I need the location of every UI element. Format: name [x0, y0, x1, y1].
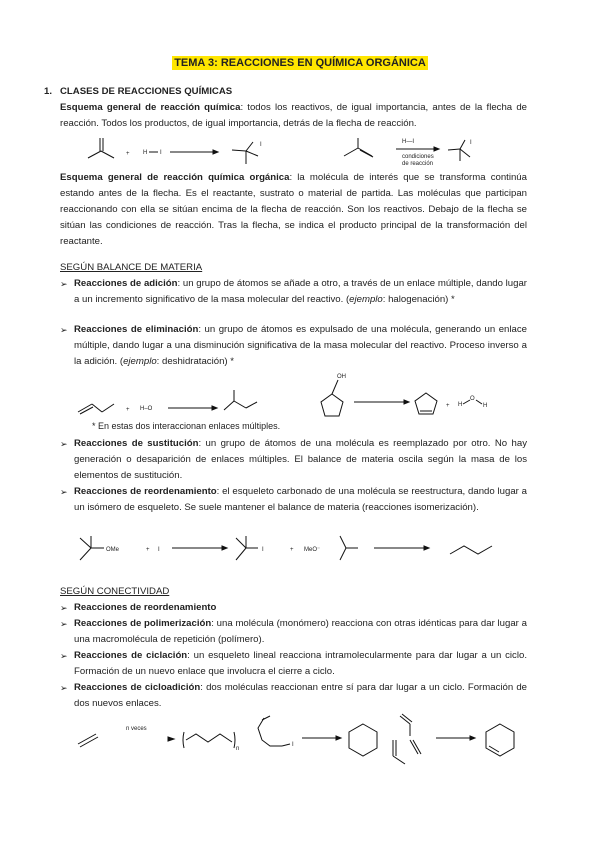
svg-text:n veces: n veces [126, 726, 147, 732]
adicion-item: Reacciones de adición: un grupo de átomos se añade a otro, a través de un enlace múltiple, dando lugar a un incremento significativo de la masa molecular del reactivo. (ejemplo: halogenación) * [74, 278, 528, 305]
alkene-molecule-2 [344, 138, 373, 157]
bullet-icon: ➢ [60, 619, 68, 629]
svg-text:O: O [470, 396, 475, 402]
svg-text:H: H [143, 150, 148, 156]
section-number: 1. [44, 86, 53, 97]
alcohol-molecule [224, 390, 257, 410]
reaction-scheme-connectivity [0, 710, 600, 770]
svg-text:+: + [446, 403, 450, 409]
cyclopentene-molecule [415, 393, 437, 414]
svg-text:+: + [146, 547, 150, 553]
cyclopentanol-molecule [321, 374, 346, 416]
reaction-scheme-substitution [0, 530, 600, 570]
ciclacion-item: Reacciones de ciclación: un esqueleto lineal reacciona intramolecularmente para dar lugar a un ciclo. Formación de un nuevo enlace que involucra el cierre a ciclo. [74, 650, 527, 677]
svg-text:I: I [262, 547, 264, 553]
hi-reagent [143, 150, 162, 156]
svg-text:OH: OH [337, 374, 346, 380]
diene-molecule [393, 714, 421, 764]
svg-text:H–O: H–O [140, 406, 153, 412]
cyclohexene-molecule [486, 724, 514, 756]
esquema-general-paragraph: Esquema general de reacción química: todos los reactivos, de igual importancia, antes de la flecha de reacción. Todos los productos, de igual importancia, detrás de la flecha de reacción. [60, 102, 527, 129]
svg-text:I: I [470, 140, 472, 146]
bullet-icon: ➢ [60, 325, 68, 335]
cicloadicion-item: Reacciones de cicloadición: dos moléculas reaccionan entre sí para dar lugar a un ciclo. Formación de dos nuevos enlaces. [74, 682, 527, 709]
svg-text:+: + [126, 407, 130, 413]
water-molecule [458, 396, 487, 409]
linear-diene-molecule [258, 716, 294, 748]
conectividad-heading: SEGÚN CONECTIVIDAD [60, 586, 170, 597]
h2o-reagent [140, 406, 153, 412]
svg-text:I: I [158, 547, 160, 553]
polymer-molecule [183, 732, 239, 752]
sustitucion-item: Reacciones de sustitución: un grupo de átomos de una molécula es reemplazado por otro. No hay generación o desaparición de enlaces múltiples. El balance de materia oscila según la masa de los elementos de sustitución. [74, 438, 527, 481]
svg-text:OMe: OMe [106, 547, 120, 553]
bullet-icon: ➢ [60, 603, 68, 613]
svg-text:H—I: H—I [402, 139, 414, 145]
svg-text:H: H [458, 402, 463, 408]
svg-text:+: + [126, 151, 130, 157]
page-title: TEMA 3: REACCIONES EN QUÍMICA ORGÁNICA [174, 57, 426, 69]
svg-text:I: I [292, 742, 294, 748]
svg-text:de reacción: de reacción [402, 161, 434, 167]
tert-butyl-methyl-ether [80, 536, 120, 560]
isobutane [340, 536, 358, 560]
product-molecule [232, 142, 262, 164]
butane [450, 546, 492, 554]
tert-butyl-iodide [236, 536, 264, 560]
esquema-organica-paragraph: Esquema general de reacción química orgánica: la molécula de interés que se transforma continúa estando antes de la flecha. Es el reactante, sustrato o material de partida. Las moléculas que participan reaccionando con ella se sitúan encima de la flecha de reacción. Son los reactivos. Debajo de la flecha se sitúan las condiciones de reacción. Tras la flecha, se indica el producto principal de la transformación del reactante. [60, 172, 527, 247]
alkene-molecule [88, 138, 114, 158]
cyclohexane-molecule [349, 724, 377, 756]
svg-text:+: + [290, 547, 294, 553]
svg-text:MeO⁻: MeO⁻ [304, 547, 321, 553]
section-title: CLASES DE REACCIONES QUÍMICAS [60, 86, 233, 97]
product-molecule-2 [448, 140, 472, 161]
balance-heading: SEGÚN BALANCE DE MATERIA [60, 262, 203, 273]
svg-text:I: I [260, 142, 262, 148]
polimerizacion-item: Reacciones de polimerización: una molécula (monómero) reacciona con otras idénticas para dar lugar a una macromolécula de repetición (polímero). [74, 618, 527, 645]
svg-text:I: I [160, 150, 162, 156]
reordenamiento2-item: Reacciones de reordenamiento [74, 602, 217, 613]
bullet-icon: ➢ [60, 651, 68, 661]
reordenamiento-item: Reacciones de reordenamiento: el esqueleto carbonado de una molécula se reestructura, dando lugar a un isómero de esqueleto. Se suele mantener el balance de materia (reacciones isomerización). [74, 486, 527, 513]
footnote: * En estas dos interaccionan enlaces múltiples. [92, 421, 281, 431]
ethylene-molecule [78, 734, 98, 747]
svg-text:H: H [483, 403, 488, 409]
bullet-icon: ➢ [60, 279, 68, 289]
bullet-icon: ➢ [60, 487, 68, 497]
reaction-scheme-general [0, 134, 600, 174]
bullet-icon: ➢ [60, 439, 68, 449]
propene-molecule [78, 404, 114, 414]
svg-text:condiciones: condiciones [402, 154, 434, 160]
eliminacion-item: Reacciones de eliminación: un grupo de átomos es expulsado de una molécula, generando un enlace múltiple, dando lugar a una disminución significativa de la masa molecular del reactivo. Proceso inverso a la adición. (ejemplo: deshidratación) * [74, 324, 527, 367]
bullet-icon: ➢ [60, 683, 68, 693]
organic-arrow [396, 139, 439, 167]
svg-text:n: n [236, 746, 240, 752]
reaction-scheme-addition-elimination [0, 366, 600, 426]
